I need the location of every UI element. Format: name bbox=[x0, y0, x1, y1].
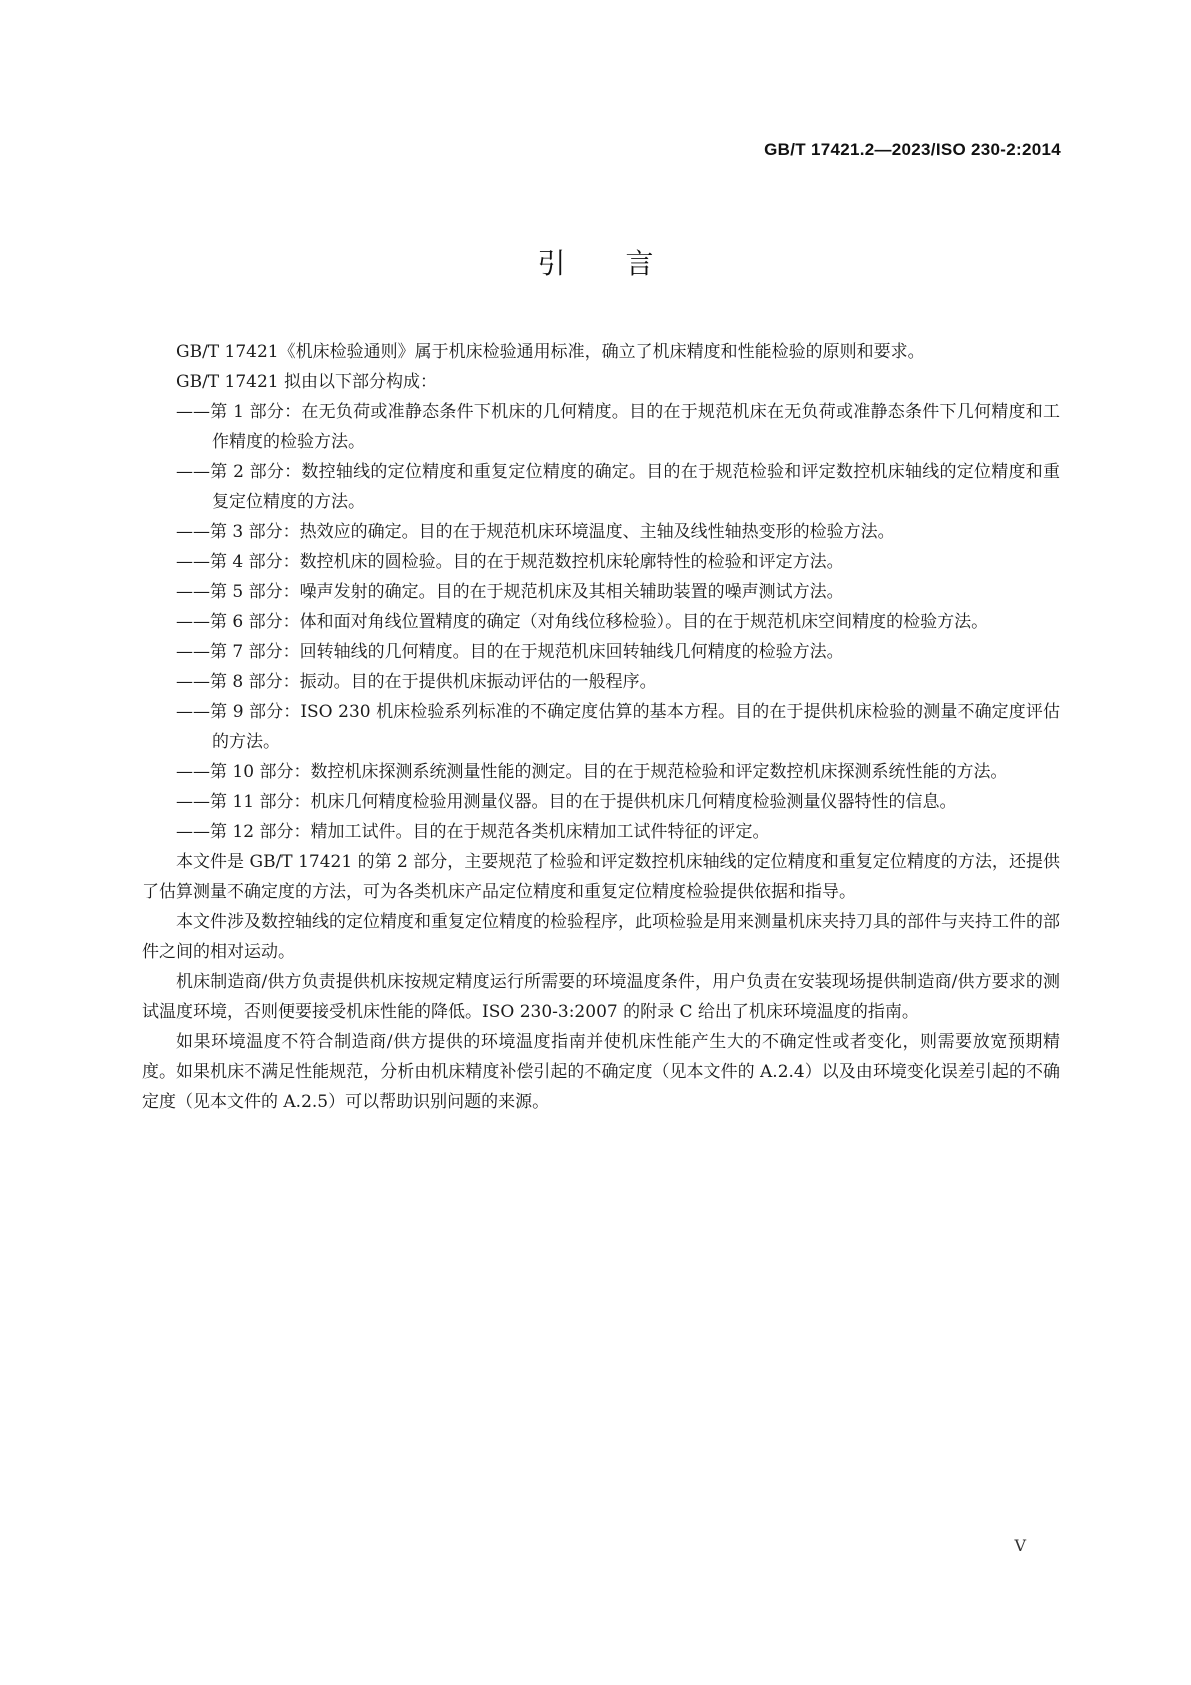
intro-paragraph: GB/T 17421《机床检验通则》属于机床检验通用标准，确立了机床精度和性能检验的原则和要求。 bbox=[176, 342, 925, 362]
body-paragraph: 本文件涉及数控轴线的定位精度和重复定位精度的检验程序，此项检验是用来测量机床夹持刀具的部件与夹持工件的部件之间的相对运动。 bbox=[142, 912, 1060, 962]
part-list-item: ——第 8 部分：振动。目的在于提供机床振动评估的一般程序。 bbox=[176, 672, 657, 692]
part-list-item: ——第 12 部分：精加工试件。目的在于规范各类机床精加工试件特征的评定。 bbox=[176, 822, 770, 842]
part-list-item: ——第 1 部分：在无负荷或准静态条件下机床的几何精度。目的在于规范机床在无负荷或准静态条件下几何精度和工作精度的检验方法。 bbox=[176, 402, 1060, 452]
part-list-item: ——第 5 部分：噪声发射的确定。目的在于规范机床及其相关辅助装置的噪声测试方法。 bbox=[176, 582, 844, 602]
part-list-item: ——第 3 部分：热效应的确定。目的在于规范机床环境温度、主轴及线性轴热变形的检验方法。 bbox=[176, 522, 895, 542]
body-paragraph: 如果环境温度不符合制造商/供方提供的环境温度指南并使机床性能产生大的不确定性或者变化，则需要放宽预期精度。如果机床不满足性能规范，分析由机床精度补偿引起的不确定度（见本文件的 A.2.4）以及由环境变化误差引起的不确定度（见本文件的 A.2.5）可以帮助识别问题的来源。 bbox=[142, 1032, 1060, 1112]
part-list-item: ——第 6 部分：体和面对角线位置精度的确定（对角线位移检验）。目的在于规范机床空间精度的检验方法。 bbox=[176, 612, 989, 632]
document-body bbox=[142, 337, 1060, 1117]
part-list-item: ——第 10 部分：数控机床探测系统测量性能的测定。目的在于规范检验和评定数控机床探测系统性能的方法。 bbox=[176, 762, 1008, 782]
part-list-item: ——第 9 部分：ISO 230 机床检验系列标准的不确定度估算的基本方程。目的在于提供机床检验的测量不确定度评估的方法。 bbox=[176, 702, 1060, 752]
intro-paragraph: GB/T 17421 拟由以下部分构成： bbox=[176, 372, 438, 392]
part-list-item: ——第 4 部分：数控机床的圆检验。目的在于规范数控机床轮廓特性的检验和评定方法。 bbox=[176, 552, 844, 572]
part-list-item: ——第 2 部分：数控轴线的定位精度和重复定位精度的确定。目的在于规范检验和评定数控机床轴线的定位精度和重复定位精度的方法。 bbox=[176, 462, 1060, 512]
part-list-item: ——第 11 部分：机床几何精度检验用测量仪器。目的在于提供机床几何精度检验测量仪器特性的信息。 bbox=[176, 792, 957, 812]
body-paragraph: 机床制造商/供方负责提供机床按规定精度运行所需要的环境温度条件，用户负责在安装现场提供制造商/供方要求的测试温度环境，否则便要接受机床性能的降低。ISO 230-3:2007 的附录 C 给出了机床环境温度的指南。 bbox=[142, 972, 1060, 1022]
page-number: V bbox=[1014, 1536, 1026, 1555]
body-paragraph: 本文件是 GB/T 17421 的第 2 部分，主要规范了检验和评定数控机床轴线的定位精度和重复定位精度的方法，还提供了估算测量不确定度的方法，可为各类机床产品定位精度和重复定位精度检验提供依据和指导。 bbox=[142, 852, 1060, 902]
standard-number: GB/T 17421.2—2023/ISO 230-2:2014 bbox=[764, 140, 1061, 159]
part-list-item: ——第 7 部分：回转轴线的几何精度。目的在于规范机床回转轴线几何精度的检验方法。 bbox=[176, 642, 844, 662]
page-title: 引言 bbox=[537, 247, 714, 280]
